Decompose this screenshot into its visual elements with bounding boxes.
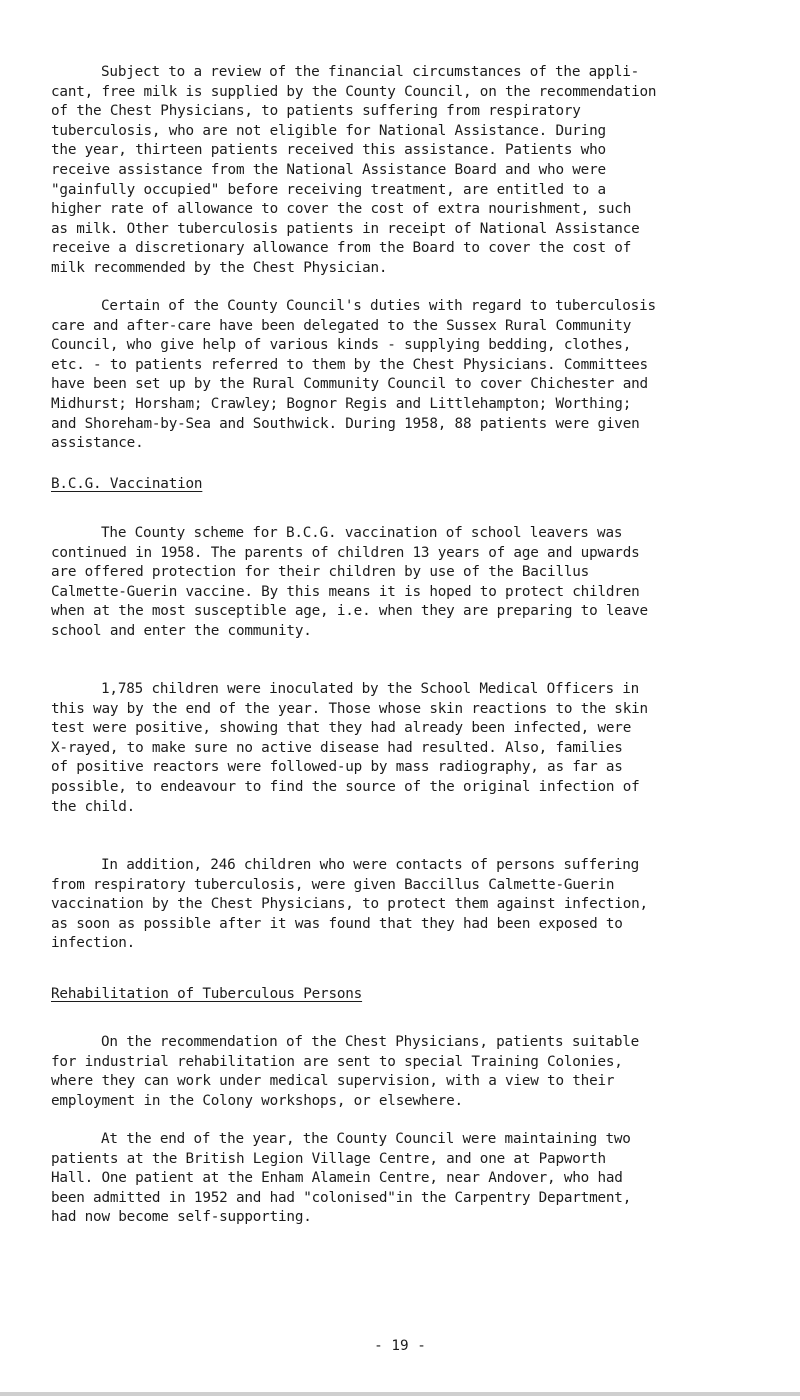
paragraph-bcg-contacts: In addition, 246 children who were contacts of persons suffering from respiratory tuberculosis, were given Baccillus Calmette-Guerin vaccination by the Chest Physicians, to protect them against infection, as soon as possible after it was found that they had been exposed to infection. <box>51 857 648 952</box>
heading-rehabilitation: Rehabilitation of Tuberculous Persons <box>51 986 363 1002</box>
paragraph-milk-supply: Subject to a review of the financial circumstances of the appli- cant, free milk is supplied by the County Council, on the recommendation of the Chest Physicians, to patients suffering from respiratory tuberculosis, who are not eligible for National Assistance. During the year, thirteen patients received this assistance. Patients who receive assistance from the National Assistance Board and who were "gainfully occupied" before receiving treatment, are entitled to a higher rate of allowance to cover the cost of extra nourishment, such as milk. Other tuberculosis patients in receipt of National Assistance receive a discretionary allowance from the Board to cover the cost of milk recommended by the Chest Physician. <box>51 64 657 276</box>
paragraph-rural-community: Certain of the County Council's duties with regard to tuberculosis care and after-care have been delegated to the Sussex Rural Community Council, who give help of various kinds - supplying bedding, clothes, etc. - to patients referred to them by the Chest Physicians. Committees have been set up by the Rural Community Council to cover Chichester and Midhurst; Horsham; Crawley; Bognor Regis and Littlehampton; Worthing; and Shoreham-by-Sea and Southwick. During 1958, 88 patients were given assistance. <box>51 298 656 452</box>
paragraph-rehab-patients: At the end of the year, the County Council were maintaining two patients at the British Legion Village Centre, and one at Papworth Hall. One patient at the Enham Alamein Centre, near Andover, who had been admitted in 1952 and had "colonised"in the Carpentry Department, had now become self-supporting. <box>51 1131 632 1226</box>
bottom-edge-divider <box>0 1392 800 1396</box>
paragraph-rehab-colonies: On the recommendation of the Chest Physicians, patients suitable for industrial rehabilitation are sent to special Training Colonies, where they can work under medical supervision, with a view to their employment in the Colony workshops, or elsewhere. <box>51 1034 640 1109</box>
paragraph-bcg-scheme: The County scheme for B.C.G. vaccination of school leavers was continued in 1958. The parents of children 13 years of age and upwards are offered protection for their children by use of the Bacillus Calmette-Guerin vaccine. By this means it is hoped to protect children when at the most susceptible age, i.e. when they are preparing to leave school and enter the community. <box>51 525 648 639</box>
heading-bcg-vaccination: B.C.G. Vaccination <box>51 476 203 492</box>
paragraph-bcg-inoculated: 1,785 children were inoculated by the School Medical Officers in this way by the end of the year. Those whose skin reactions to the skin test were positive, showing that they had already been infected, were X-rayed, to make sure no active disease had resulted. Also, families of positive reactors were followed-up by mass radiography, as far as possible, to endeavour to find the source of the original infection of the child. <box>51 681 648 815</box>
page-number: - 19 - <box>374 1338 426 1354</box>
